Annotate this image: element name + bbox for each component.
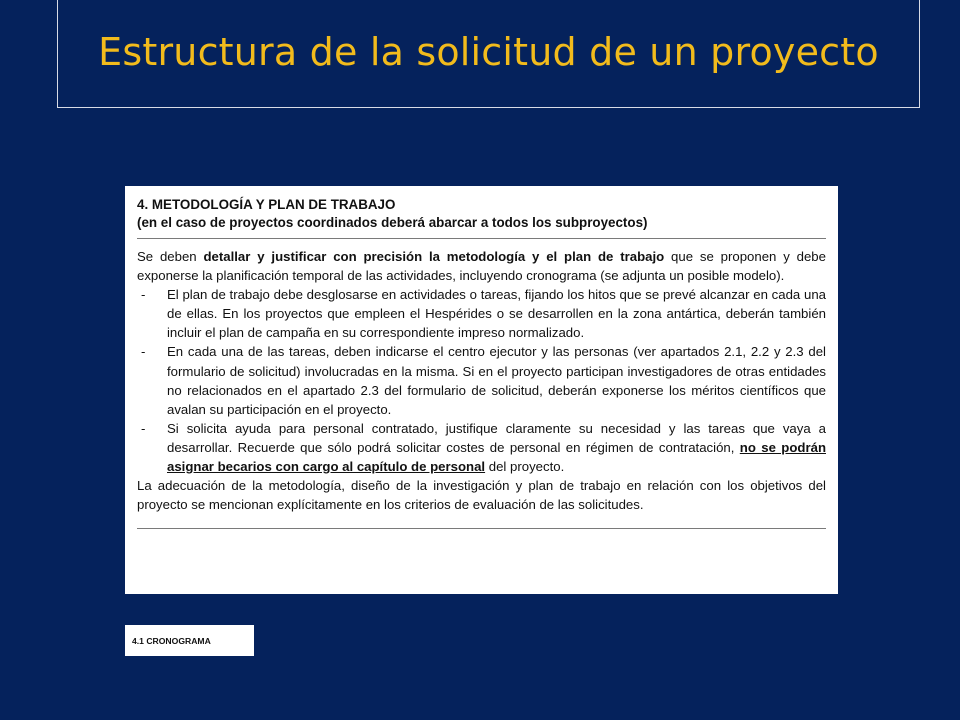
list-item [137, 285, 826, 342]
bullet-text: El plan de trabajo debe desglosarse en actividades o tareas, fijando los hitos que se prevé alcanzar en cada una de ellas. En los proyectos que empleen el Hespérides o se desarrollen en la zona antártica, deberán también incluir el plan de campaña en su correspondiente impreso normalizado. [167, 287, 826, 341]
section-heading [137, 196, 826, 232]
bottom-divider [137, 528, 826, 529]
bullet-dash: - [141, 344, 146, 360]
cronograma-label: 4.1 CRONOGRAMA [132, 635, 211, 646]
bullet3-text-start: Si solicita ayuda para personal contratado, justifique claramente su necesidad y las tareas que vaya a desarrollar. Recuerde que sólo podrá solicitar costes de personal en régimen de contratación, [167, 420, 826, 455]
list-item [137, 342, 826, 418]
bullet-text [167, 419, 826, 476]
top-divider [137, 238, 826, 239]
closing-paragraph: La adecuación de la metodología, diseño de la investigación y plan de trabajo en relación con los objetivos del proyecto se mencionan explícitamente en los criterios de evaluación de las solicitudes. [137, 478, 826, 513]
section-heading-title: 4. METODOLOGÍA Y PLAN DE TRABAJO [137, 197, 396, 212]
intro-text-bold: detallar y justificar con precisión la metodología y el plan de trabajo [203, 249, 665, 264]
intro-text-start: Se deben [137, 249, 204, 264]
intro-text-end: que se proponen y debe exponerse la planificación temporal de las actividades, incluyendo cronograma (se adjunta un posible modelo). [137, 249, 826, 284]
document-excerpt [125, 186, 838, 594]
intro-paragraph [137, 247, 826, 285]
bullet-text: En cada una de las tareas, deben indicarse el centro ejecutor y las personas (ver apartados 2.1, 2.2 y 2.3 del formulario de solicitud) involucradas en la misma. Si en el proyecto participan investigadores de otras entidades no relacionados en el apartado 2.3 del formulario de solicitud, deberán exponerse los méritos científicos que avalan su participación en el proyecto. [167, 344, 826, 417]
section-heading-subtitle: (en el caso de proyectos coordinados deberá abarcar a todos los subproyectos) [137, 215, 648, 230]
bullet-dash: - [141, 287, 146, 303]
bullet3-text-end: del proyecto. [485, 459, 565, 475]
bullet3-text-underlined: no se podrán asignar becarios con cargo al capítulo de personal [167, 439, 826, 475]
cronograma-label-box [125, 625, 254, 656]
title-box [57, 0, 920, 108]
list-item [137, 419, 826, 476]
bullet-dash: - [141, 420, 146, 436]
slide-title: Estructura de la solicitud de un proyecto [98, 29, 879, 74]
